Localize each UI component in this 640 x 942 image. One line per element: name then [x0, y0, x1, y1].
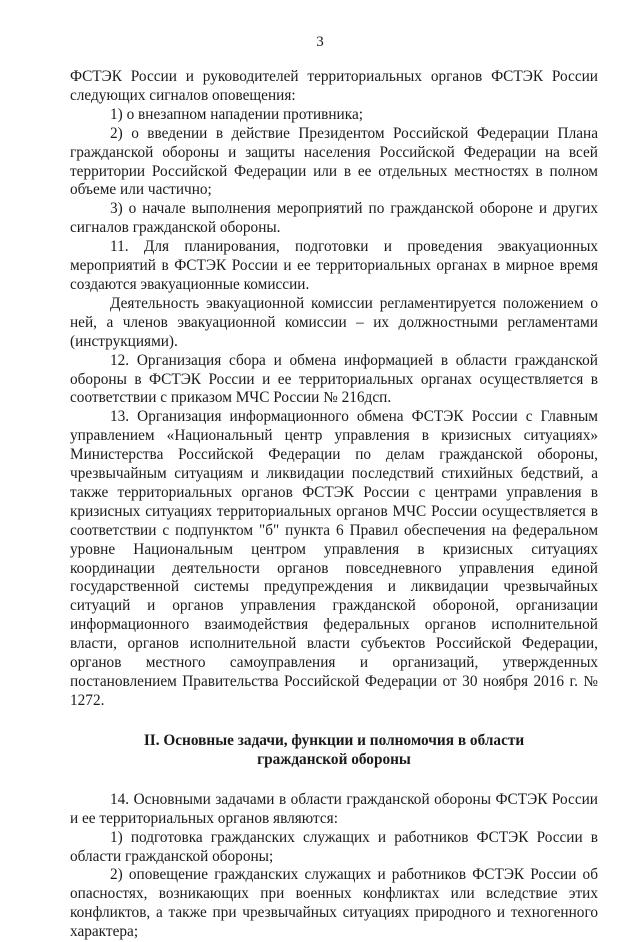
section-heading-line-1: II. Основные задачи, функции и полномочия в области: [143, 731, 525, 749]
paragraph-signal-2: 2) о введении в действие Президентом Российской Федерации Плана гражданской обороны и защиты населения Российской Федерации на всей территории Российской Федерации или в ее отдельных местностях в полном объеме или частично;: [70, 124, 598, 199]
page-number: 3: [316, 34, 324, 50]
section-heading: [70, 731, 598, 769]
paragraph-clause-11: 11. Для планирования, подготовки и проведения эвакуационных мероприятий в ФСТЭК России и ее территориальных органах в мирное время создаются эвакуационные комиссии.: [70, 238, 598, 293]
paragraph-evac-commission: Деятельность эвакуационной комиссии регламентируется положением о ней, а членов эвакуационной комиссии – их должностными регламентами (инструкциями).: [70, 294, 598, 350]
section-heading-line-2: гражданской обороны: [257, 750, 411, 768]
paragraph-task-2: 2) оповещение гражданских служащих и работников ФСТЭК России об опасностях, возникающих при военных конфликтах или вследствие этих конфликтов, а также при чрезвычайных ситуациях природного и техногенного характера;: [70, 866, 598, 941]
paragraph-signal-1: 1) о внезапном нападении противника;: [110, 105, 363, 123]
paragraph-continuation: ФСТЭК России и руководителей территориальных органов ФСТЭК России следующих сигналов оповещения:: [70, 68, 598, 104]
paragraph-clause-12: 12. Организация сбора и обмена информацией в области гражданской обороны в ФСТЭК России и ее территориальных органах осуществляется в соответствии с приказом МЧС России № 216дсп.: [70, 351, 598, 407]
paragraph-clause-14: 14. Основными задачами в области гражданской обороны ФСТЭК России и ее территориальных органов являются:: [70, 790, 598, 827]
paragraph-signal-3: 3) о начале выполнения мероприятий по гражданской обороне и других сигналов гражданской обороны.: [70, 200, 598, 237]
paragraph-clause-13: 13. Организация информационного обмена ФСТЭК России с Главным управлением «Национальный центр управления в кризисных ситуациях» Министерства Российской Федерации по делам гражданской обороны, чрезвычайным ситуациям и ликвидации последствий стихийных бедствий, а также территориальных органов ФСТЭК России с центрами управления в кризисных ситуациях территориальных органов МЧС России осуществляется в соответствии с подпунктом "б" пункта 6 Правил обеспечения на федеральном уровне Национальным центром управления в кризисных ситуациях координации деятельности органов повседневного управления единой государственной системы предупреждения и ликвидации чрезвычайных ситуаций и органов управления гражданской обороной, организации информационного взаимодействия федеральных органов исполнительной власти, органов исполнительной власти субъектов Российской Федерации, органов местного самоуправления и организаций, утвержденных постановлением Правительства Российской Федерации от 30 ноября 2016 г. № 1272.: [70, 408, 598, 709]
paragraph-task-1: 1) подготовка гражданских служащих и работников ФСТЭК России в области гражданской обороны;: [70, 828, 598, 865]
document-body: [70, 68, 598, 942]
